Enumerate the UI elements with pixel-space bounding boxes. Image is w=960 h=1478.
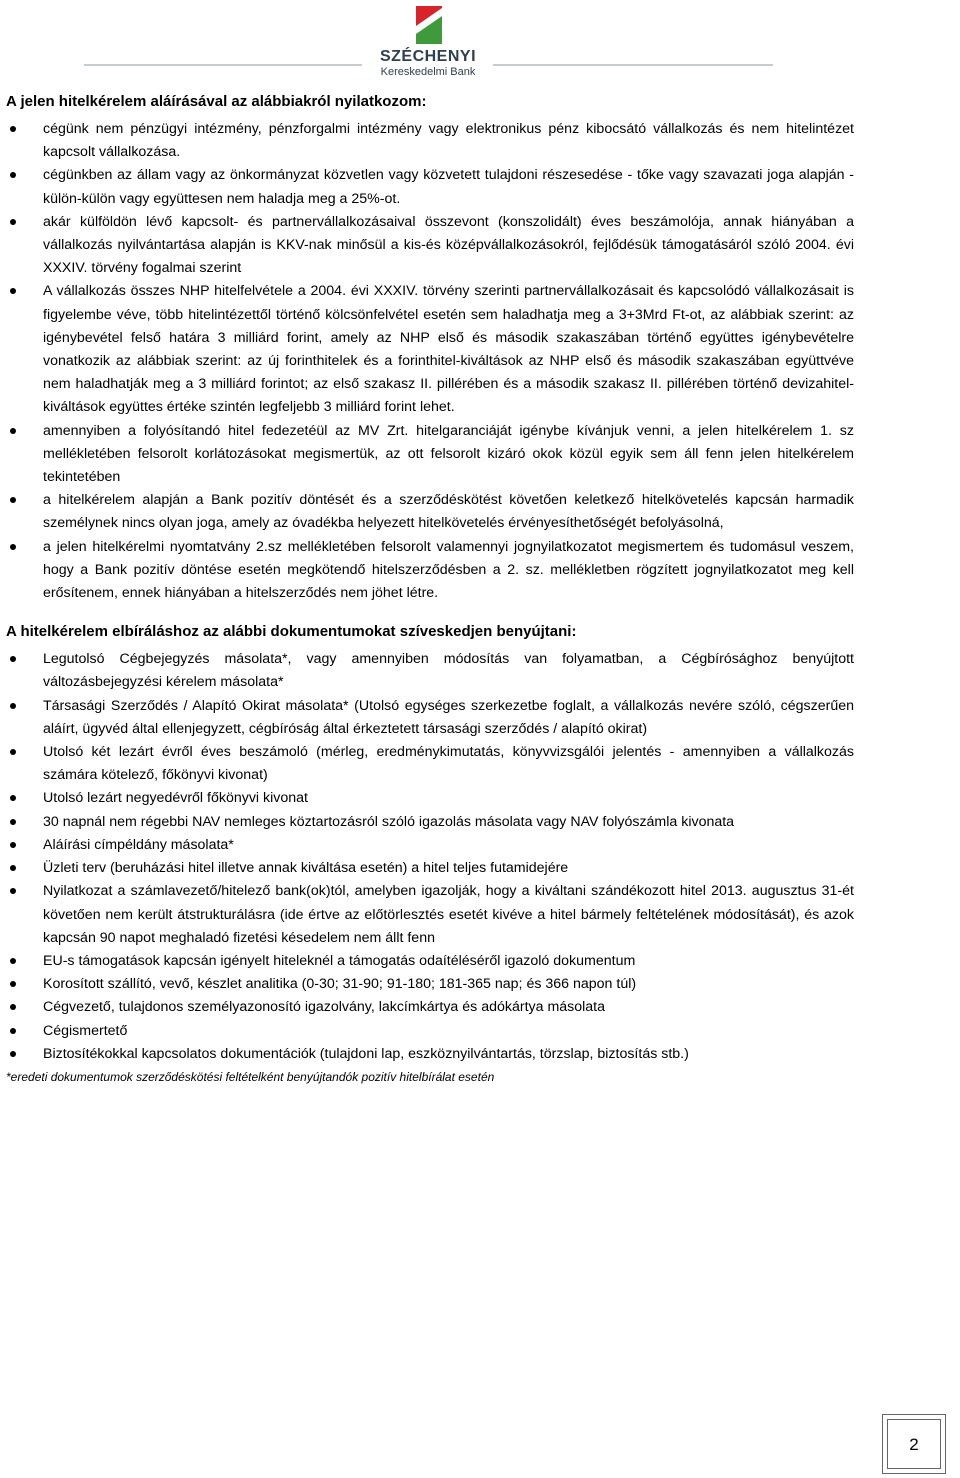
list-item: EU-s támogatások kapcsán igényelt hiteleknél a támogatás odaítéléséről igazoló dokumentum: [6, 950, 854, 973]
list-item: Biztosítékokkal kapcsolatos dokumentációk (tulajdoni lap, eszköznyilvántartás, törzslap, biztosítás stb.): [6, 1043, 854, 1066]
list-item: cégünkben az állam vagy az önkormányzat közvetlen vagy közvetett tulajdoni részesedése - tőke vagy szavazati joga alapján - külön-külön vagy együttesen nem haladja meg a 25%-ot.: [6, 164, 854, 210]
list-item: Nyilatkozat a számlavezető/hitelező bank(ok)tól, amelyben igazolják, hogy a kiváltani szándékozott hitel 2013. augusztus 31-ét követően nem került átstrukturálásra (ide értve az előtörlesztés esetét kivéve a hitel bármely feltételének módosítását), és azok kapcsán 90 napot meghaladó fizetési késedelem nem állt fenn: [6, 880, 854, 950]
page-header: [0, 0, 960, 88]
logo-subtitle: Kereskedelmi Bank: [380, 66, 476, 78]
page-number: 2: [909, 1435, 919, 1454]
list-item: a jelen hitelkérelmi nyomtatvány 2.sz mellékletében felsorolt valamennyi jognyilatkozatot megismertem és tudomásul veszem, hogy a Bank pozitív döntése esetén megkötendő hitelszerződésben a 2. sz. mellékletben rögzített jognyilatkozatot meg kell erősítenem, ennek hiányában a hitelszerződés nem jöhet létre.: [6, 536, 854, 606]
list-item: amennyiben a folyósítandó hitel fedezetéül az MV Zrt. hitelgaranciáját igénybe kívánjuk venni, a jelen hitelkérelem 1. sz mellékletében felsorolt korlátozásokat megismertük, az ott felsorolt kizáró okok közül egyik sem áll fenn jelen hitelkérelem tekintetében: [6, 420, 854, 490]
logo-name: SZÉCHENYI: [379, 48, 477, 65]
list-item: Aláírási címpéldány másolata*: [6, 834, 854, 857]
list-item: Cégismertető: [6, 1020, 854, 1043]
list-item: Legutolsó Cégbejegyzés másolata*, vagy amennyiben módosítás van folyamatban, a Cégbírósághoz benyújtott változásbejegyzési kérelem másolata*: [6, 648, 854, 694]
header-rule-left: [84, 64, 362, 66]
list-item: Társasági Szerződés / Alapító Okirat másolata* (Utolsó egységes szerkezetbe foglalt, a vállalkozás nevére szóló, cégszerűen aláírt, ügyvéd által ellenjegyzett, cégbíróság által érkeztetett társasági szerződés / alapító okirat): [6, 695, 854, 741]
list-item: A vállalkozás összes NHP hitelfelvétele a 2004. évi XXXIV. törvény szerinti partnervállalkozásait és kapcsolódó vállalkozásait is figyelembe véve, több hitelintézettől történő kölcsönfelvétel esetén sem haladhatja meg a 3+3Mrd Ft-ot, az alábbiak szerint: az igénybevétel felső határa 3 milliárd forint, amely az NHP első és második szakaszában történő együttes igénybevételre vonatkozik az alábbiak szerint: az új forinthitelek és a forinthitel-kiváltások az NHP első és második szakaszában együttvéve nem haladhatják meg a 3 milliárd forintot; az első szakasz II. pillérében és a második szakasz II. pillérében történő devizahitel-kiváltások együttes értéke szintén legfeljebb 3 milliárd forint lehet.: [6, 280, 854, 419]
declarations-list: [6, 118, 854, 605]
list-item: Cégvezető, tulajdonos személyazonosító igazolvány, lakcímkártya és adókártya másolata: [6, 996, 854, 1019]
logo-emblem-icon: [406, 2, 450, 46]
list-item: 30 napnál nem régebbi NAV nemleges köztartozásról szóló igazolás másolata vagy NAV folyószámla kivonata: [6, 811, 854, 834]
list-item: a hitelkérelem alapján a Bank pozitív döntését és a szerződéskötést követően keletkező hitelkövetelés kapcsán harmadik személynek nincs olyan joga, amely az óvadékba helyezett hitelkövetelés érvényesíthetőségét befolyásolná,: [6, 489, 854, 535]
page-number-box: [882, 1414, 946, 1474]
list-item: Üzleti terv (beruházási hitel illetve annak kiváltása esetén) a hitel teljes futamidejére: [6, 857, 854, 880]
section-heading-documents: A hitelkérelem elbíráláshoz az alábbi dokumentumokat szíveskedjen benyújtani:: [6, 623, 577, 641]
documents-list: [6, 648, 854, 1066]
section-heading-declarations: A jelen hitelkérelem aláírásával az alábbiakról nyilatkozom:: [6, 93, 427, 110]
list-item: Utolsó két lezárt évről éves beszámoló (mérleg, eredménykimutatás, könyvvizsgálói jelentés - amennyiben a vállalkozás számára kötelező, főkönyvi kivonat): [6, 741, 854, 787]
footnote: *eredeti dokumentumok szerződéskötési feltételként benyújtandók pozitív hitelbírálat esetén: [6, 1069, 495, 1084]
document-body: [6, 91, 854, 1085]
list-item: akár külföldön lévő kapcsolt- és partnervállalkozásaival összevont (konszolidált) éves beszámolója, annak hiányában a vállalkozás nyilvántartása alapján is KKV-nak minősül a kis-és középvállalkozásokról, fejlődésük támogatásáról szóló 2004. évi XXXIV. törvény fogalmai szerint: [6, 211, 854, 281]
bank-logo: [372, 2, 484, 86]
list-item: Korosított szállító, vevő, készlet analitika (0-30; 31-90; 91-180; 181-365 nap; és 366 napon túl): [6, 973, 854, 996]
list-item: cégünk nem pénzügyi intézmény, pénzforgalmi intézmény vagy elektronikus pénz kibocsátó vállalkozás és nem hitelintézet kapcsolt vállalkozása.: [6, 118, 854, 164]
list-item: Utolsó lezárt negyedévről főkönyvi kivonat: [6, 787, 854, 810]
header-rule-right: [493, 64, 773, 66]
